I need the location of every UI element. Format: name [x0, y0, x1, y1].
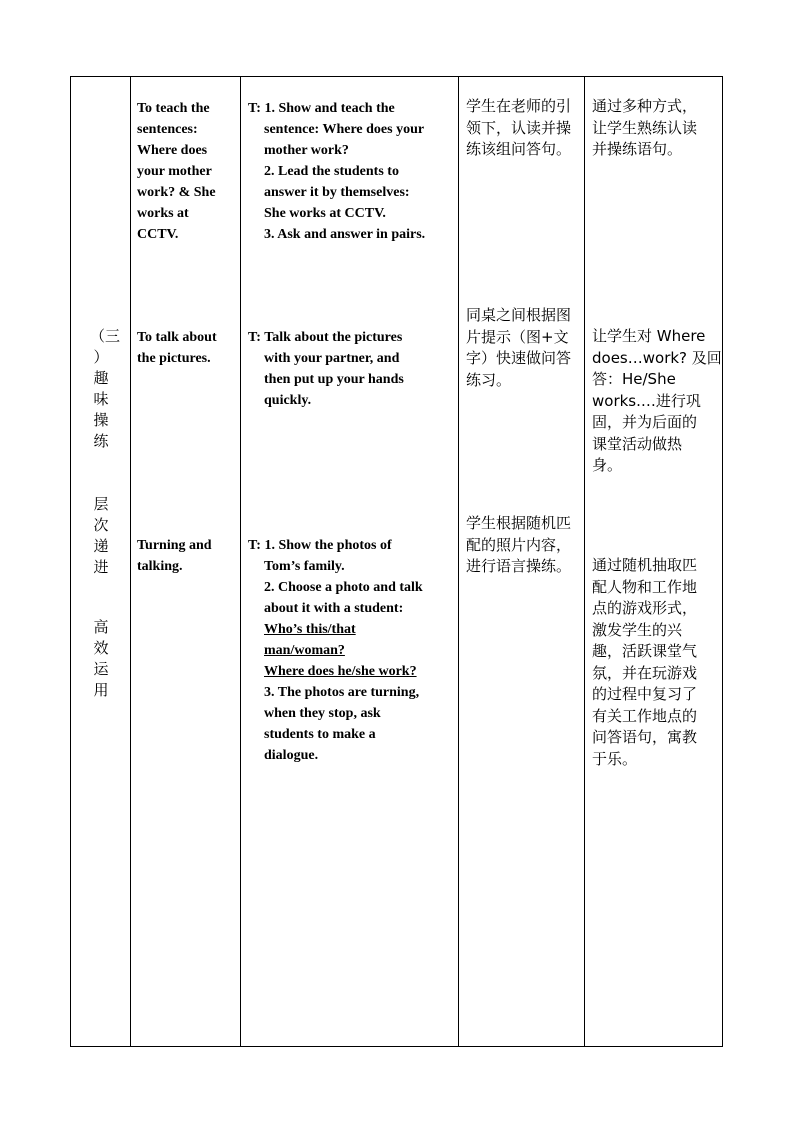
text-line: 氛，并在玩游戏 [592, 663, 698, 682]
text-line: 学生在老师的引 [466, 97, 572, 115]
teacher-line: 3. Ask and answer in pairs. [264, 227, 426, 242]
text-line: 进 [93, 558, 109, 576]
text-line: 趣 [93, 369, 109, 387]
text-line: 片提示（图+文 [466, 327, 569, 346]
text-line: your mother [137, 164, 212, 179]
text-line: 用 [93, 681, 109, 699]
text-line: Where does [137, 143, 208, 158]
text-line: 于乐。 [592, 749, 638, 768]
text-line: 通过多种方式， [592, 97, 698, 115]
text-line: ） [93, 348, 109, 366]
teacher-line: sentence: Where does your [264, 122, 425, 137]
text-line: 让学生对 Where [592, 327, 706, 345]
teacher-line: Who’s this/that [264, 622, 356, 637]
text-line: sentences: [137, 122, 198, 137]
text-line: 进行语言操练。 [466, 557, 572, 575]
text-line: 有关工作地点的 [592, 706, 698, 725]
column-divider-1 [130, 76, 131, 1047]
text-line: work? & She [137, 185, 216, 200]
text-line: 固，并为后面的 [592, 413, 698, 431]
row1-purpose [592, 96, 697, 161]
text-line: 练 [93, 432, 109, 450]
table-top-border [70, 76, 723, 77]
teacher-line: then put up your hands [264, 372, 404, 387]
text-line: works.…进行巩 [592, 391, 701, 410]
text-line: 身。 [592, 456, 623, 474]
teacher-line: man/woman? [264, 643, 345, 658]
text-line: 操 [93, 411, 109, 429]
text-line: 让学生熟练认读 [592, 118, 698, 137]
table-bottom-border [70, 1046, 723, 1047]
row2-teacher-activity [248, 327, 404, 411]
stage-label-part3 [90, 617, 112, 701]
text-line: 配人物和工作地 [592, 577, 698, 596]
row1-student-activity [466, 96, 571, 161]
column-divider-2 [240, 76, 241, 1047]
text-line: 同桌之间根据图 [466, 306, 572, 324]
text-line: Turning and [137, 538, 212, 553]
table-left-border [70, 76, 71, 1047]
text-line: CCTV. [137, 227, 179, 242]
row3-purpose [592, 555, 697, 770]
teacher-line: mother work? [264, 143, 349, 158]
text-line: 点的游戏形式， [592, 599, 698, 617]
teacher-line: She works at CCTV. [264, 206, 386, 221]
text-line: 通过随机抽取匹 [592, 556, 698, 574]
text-line: To teach the [137, 101, 210, 116]
row2-purpose [592, 326, 722, 477]
row1-teacher-activity [248, 98, 425, 245]
teacher-line: students to make a [264, 727, 376, 742]
stage-label-part2 [90, 494, 112, 578]
teacher-line: answer it by themselves: [264, 185, 410, 200]
teacher-line: T: 1. Show and teach the [248, 101, 395, 116]
text-line: works at [137, 206, 189, 221]
text-line: 领下，认读并操 [466, 118, 572, 137]
text-line: the pictures. [137, 351, 211, 366]
text-line: does…work? 及回 [592, 348, 722, 367]
text-line: 递 [93, 537, 109, 555]
text-line: To talk about [137, 330, 217, 345]
text-line: 运 [93, 660, 109, 678]
text-line: 层 [93, 495, 109, 513]
teacher-line: dialogue. [264, 748, 319, 763]
text-line: 课堂活动做热 [592, 434, 683, 453]
table-right-border [722, 76, 723, 1047]
stage-label-part1 [90, 326, 121, 452]
text-line: 练习。 [466, 370, 512, 389]
teacher-line: Tom’s family. [264, 559, 345, 574]
column-divider-4 [584, 76, 585, 1047]
teacher-line: quickly. [264, 393, 312, 408]
teacher-line: when they stop, ask [264, 706, 381, 721]
text-line: （三 [90, 327, 121, 345]
column-divider-3 [458, 76, 459, 1047]
text-line: 并操练语句。 [592, 140, 683, 158]
text-line: 配的照片内容， [466, 535, 572, 554]
row3-objective [137, 535, 212, 577]
row2-student-activity [466, 305, 571, 391]
row3-teacher-activity [248, 535, 423, 766]
row3-student-activity [466, 513, 571, 578]
text-line: 高 [93, 618, 109, 636]
teacher-line: 2. Lead the students to [264, 164, 399, 179]
teacher-line: Where does he/she work? [264, 664, 417, 679]
text-line: 效 [93, 639, 109, 657]
teacher-line: 2. Choose a photo and talk [264, 580, 423, 595]
text-line: 字）快速做问答 [466, 349, 572, 367]
text-line: talking. [137, 559, 183, 574]
teacher-line: with your partner, and [264, 351, 400, 366]
row1-objective [137, 98, 216, 245]
teacher-line: 3. The photos are turning, [264, 685, 420, 700]
text-line: 的过程中复习了 [592, 685, 698, 703]
teacher-line: about it with a student: [264, 601, 404, 616]
text-line: 问答语句，寓教 [592, 728, 698, 746]
text-line: 趣，活跃课堂气 [592, 642, 698, 660]
text-line: 味 [93, 390, 109, 408]
text-line: 次 [93, 516, 109, 534]
teacher-line: T: Talk about the pictures [248, 330, 403, 345]
row2-objective [137, 327, 217, 369]
text-line: 练该组问答句。 [466, 140, 572, 158]
text-line: 激发学生的兴 [592, 620, 683, 639]
text-line: 答：He/She [592, 370, 676, 388]
text-line: 学生根据随机匹 [466, 514, 572, 532]
teacher-line: T: 1. Show the photos of [248, 538, 392, 553]
